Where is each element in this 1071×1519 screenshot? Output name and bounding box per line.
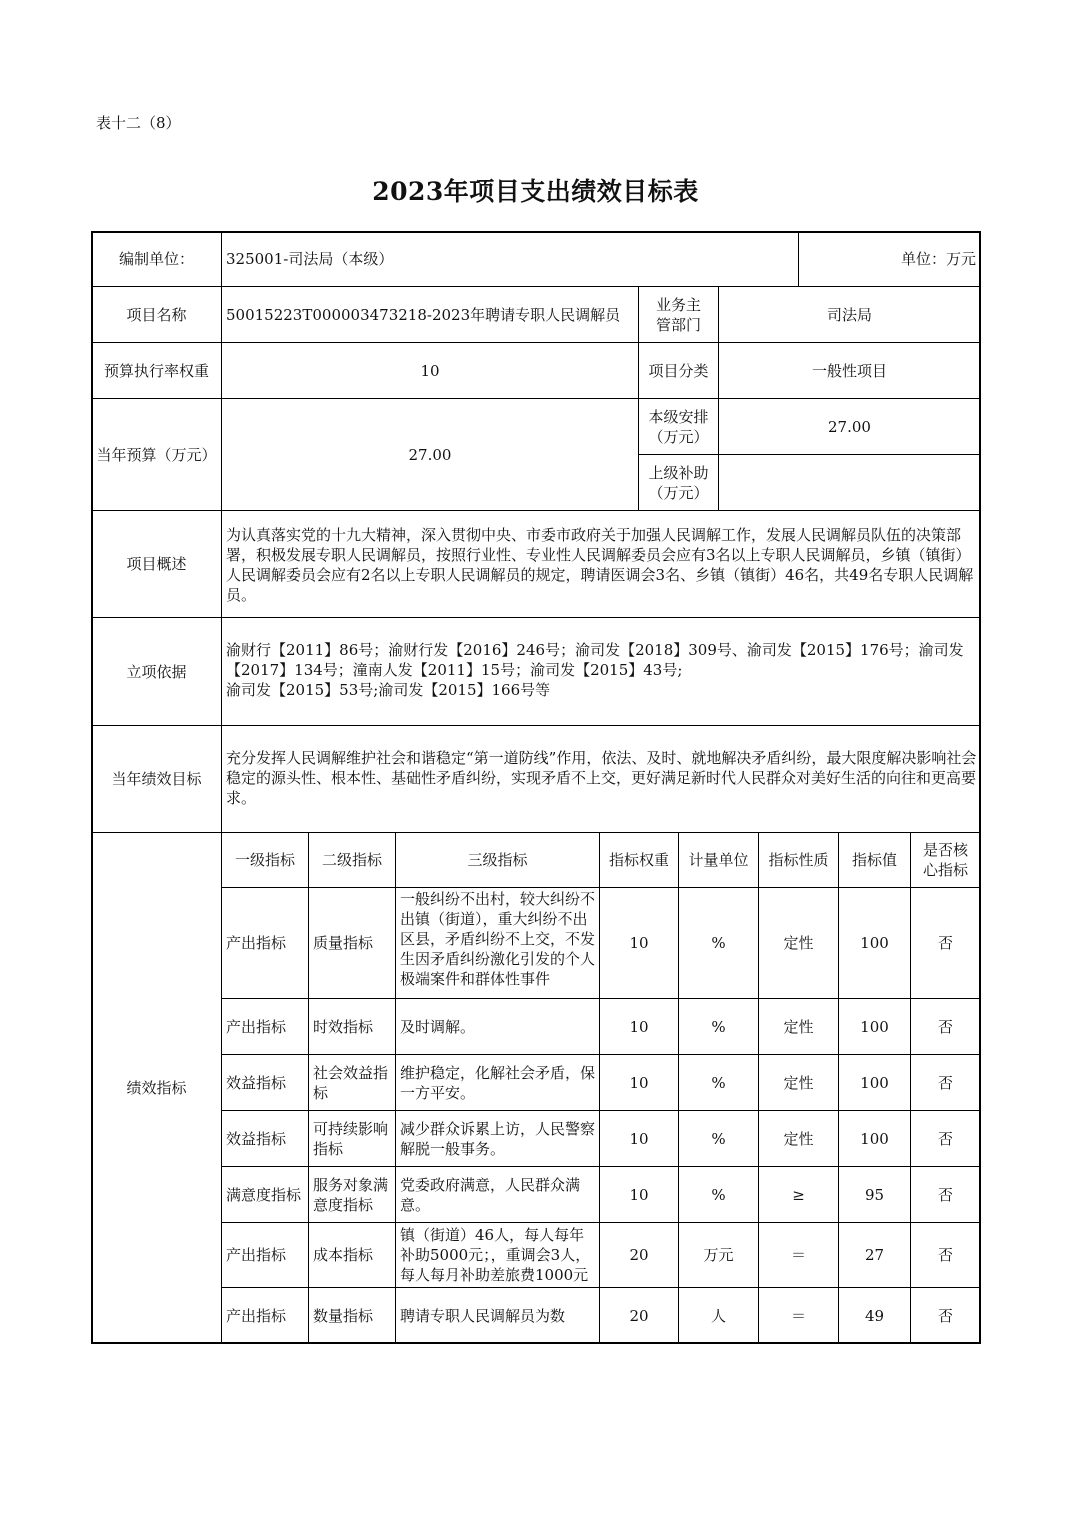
table-row-6-core: 否 [910, 1287, 981, 1344]
table-row-4-nature: ≥ [758, 1166, 839, 1223]
table-row-4-l3: 党委政府满意，人民群众满意。 [395, 1166, 600, 1223]
project-name-label: 项目名称 [91, 286, 222, 343]
col-header-l1: 一级指标 [221, 832, 309, 888]
table-row-2-core: 否 [910, 1054, 981, 1111]
table-row-5-core: 否 [910, 1222, 981, 1288]
project-name-value: 50015223T000003473218-2023年聘请专职人民调解员 [221, 286, 639, 343]
table-row-3-weight: 10 [599, 1110, 679, 1167]
col-header-nature: 指标性质 [758, 832, 839, 888]
table-row-0-l3-text: 一般纠纷不出村，较大纠纷不出镇（街道），重大纠纷不出区县，矛盾纠纷不上交，不发生因矛盾纠纷激化引发的个人极端案件和群体性事件 [400, 890, 596, 988]
basis-label: 立项依据 [91, 617, 222, 726]
table-row-3-value: 100 [838, 1110, 911, 1167]
basis-text [221, 617, 981, 726]
indicators-label: 绩效指标 [91, 832, 222, 1344]
table-row-4-value: 95 [838, 1166, 911, 1223]
col-header-l2: 二级指标 [308, 832, 396, 888]
table-row-3-l3: 减少群众诉累上访，人民警察解脱一般事务。 [395, 1110, 600, 1167]
dept-label: 业务主管部门 [638, 286, 719, 343]
goal-paragraph: 充分发挥人民调解维护社会和谐稳定“第一道防线”作用，依法、及时、就地解决矛盾纠纷，最大限度解决影响社会稳定的源头性、根本性、基础性矛盾纠纷，实现矛盾不上交，更好满足新时代人民群众对美好生活的向往和更高要求。 [226, 749, 977, 807]
table-row-0-l2: 质量指标 [308, 887, 396, 999]
table-row-2-l1: 效益指标 [221, 1054, 309, 1111]
table-row-2-nature: 定性 [758, 1054, 839, 1111]
table-row-2-weight: 10 [599, 1054, 679, 1111]
table-row-1-value: 100 [838, 998, 911, 1055]
table-row-6-value: 49 [838, 1287, 911, 1344]
money-unit: 单位：万元 [798, 231, 981, 287]
table-row-5-l3: 镇（街道）46人，每人每年补助5000元；，重调会3人，每人每月补助差旅费1000元 [395, 1222, 600, 1288]
table-row-2-unit: % [678, 1054, 759, 1111]
table-row-6-l1: 产出指标 [221, 1287, 309, 1344]
local-value: 27.00 [718, 398, 981, 455]
overview-paragraph: 为认真落实党的十九大精神，深入贯彻中央、市委市政府关于加强人民调解工作，发展人民调解员队伍的决策部署，积极发展专职人民调解员，按照行业性、专业性人民调解委员会应有3名以上专职人民调解员，乡镇（镇街）人民调解委员会应有2名以上专职人民调解员的规定，聘请医调会3名、乡镇（镇街）46名，共49名专职人民调解员。 [226, 526, 974, 604]
table-row-0-unit: % [678, 887, 759, 999]
table-row-2-l2: 社会效益指标 [308, 1054, 396, 1111]
table-row-6-l3: 聘请专职人民调解员为数 [395, 1287, 600, 1344]
table-row-3-core: 否 [910, 1110, 981, 1167]
table-row-0-nature: 定性 [758, 887, 839, 999]
table-row-5-nature: ＝ [758, 1222, 839, 1288]
budget-value: 27.00 [221, 398, 639, 511]
overview-label: 项目概述 [91, 510, 222, 618]
table-row-2-value: 100 [838, 1054, 911, 1111]
table-row-3-l1: 效益指标 [221, 1110, 309, 1167]
table-row-6-l2: 数量指标 [308, 1287, 396, 1344]
table-row-5-l1: 产出指标 [221, 1222, 309, 1288]
table-row-4-weight: 10 [599, 1166, 679, 1223]
goal-text [221, 725, 981, 833]
table-row-1-l1: 产出指标 [221, 998, 309, 1055]
table-row-6-nature: ＝ [758, 1287, 839, 1344]
table-row-4-l2: 服务对象满意度指标 [308, 1166, 396, 1223]
table-row-5-l2: 成本指标 [308, 1222, 396, 1288]
table-row-1-l3: 及时调解。 [395, 998, 600, 1055]
table-row-3-unit: % [678, 1110, 759, 1167]
basis-line-2: 渝司发【2015】53号;渝司发【2015】166号等 [226, 681, 551, 699]
budget-label: 当年预算（万元） [91, 398, 222, 511]
table-row-1-nature: 定性 [758, 998, 839, 1055]
table-row-2-l3: 维护稳定，化解社会矛盾，保一方平安。 [395, 1054, 600, 1111]
col-header-value: 指标值 [838, 832, 911, 888]
table-row-4-unit: % [678, 1166, 759, 1223]
table-row-0-core: 否 [910, 887, 981, 999]
weight-label: 预算执行率权重 [91, 342, 222, 399]
table-row-1-weight: 10 [599, 998, 679, 1055]
col-header-weight: 指标权重 [599, 832, 679, 888]
table-row-1-l2: 时效指标 [308, 998, 396, 1055]
col-header-unit: 计量单位 [678, 832, 759, 888]
category-label: 项目分类 [638, 342, 719, 399]
unit-label: 编制单位： [91, 231, 222, 287]
page-title: 2023年项目支出绩效目标表 [372, 177, 699, 206]
table-row-5-weight: 20 [599, 1222, 679, 1288]
basis-line-1: 渝财行【2011】86号；渝财行发【2016】246号；渝司发【2018】309号、渝司发【2015】176号；渝司发【2017】134号；潼南人发【2011】15号；渝司发【2015】43号; [226, 641, 964, 679]
table-row-1-unit: % [678, 998, 759, 1055]
subsidy-value [718, 454, 981, 511]
col-header-l3: 三级指标 [395, 832, 600, 888]
table-row-4-l1: 满意度指标 [221, 1166, 309, 1223]
subsidy-label: 上级补助（万元） [638, 454, 719, 511]
table-row-3-nature: 定性 [758, 1110, 839, 1167]
goal-label: 当年绩效目标 [91, 725, 222, 833]
table-caption: 表十二（8） [96, 114, 181, 132]
table-row-0-value: 100 [838, 887, 911, 999]
table-row-6-weight: 20 [599, 1287, 679, 1344]
table-row-0-l3 [395, 887, 600, 999]
table-row-5-unit: 万元 [678, 1222, 759, 1288]
col-header-core: 是否核心指标 [910, 832, 981, 888]
local-label: 本级安排（万元） [638, 398, 719, 455]
table-row-4-core: 否 [910, 1166, 981, 1223]
table-row-0-weight: 10 [599, 887, 679, 999]
table-row-0-l1: 产出指标 [221, 887, 309, 999]
overview-text [221, 510, 981, 618]
table-row-3-l2: 可持续影响指标 [308, 1110, 396, 1167]
table-row-1-core: 否 [910, 998, 981, 1055]
weight-value: 10 [221, 342, 639, 399]
category-value: 一般性项目 [718, 342, 981, 399]
table-row-6-unit: 人 [678, 1287, 759, 1344]
dept-value: 司法局 [718, 286, 981, 343]
table-row-5-value: 27 [838, 1222, 911, 1288]
unit-value: 325001-司法局（本级） [221, 231, 799, 287]
